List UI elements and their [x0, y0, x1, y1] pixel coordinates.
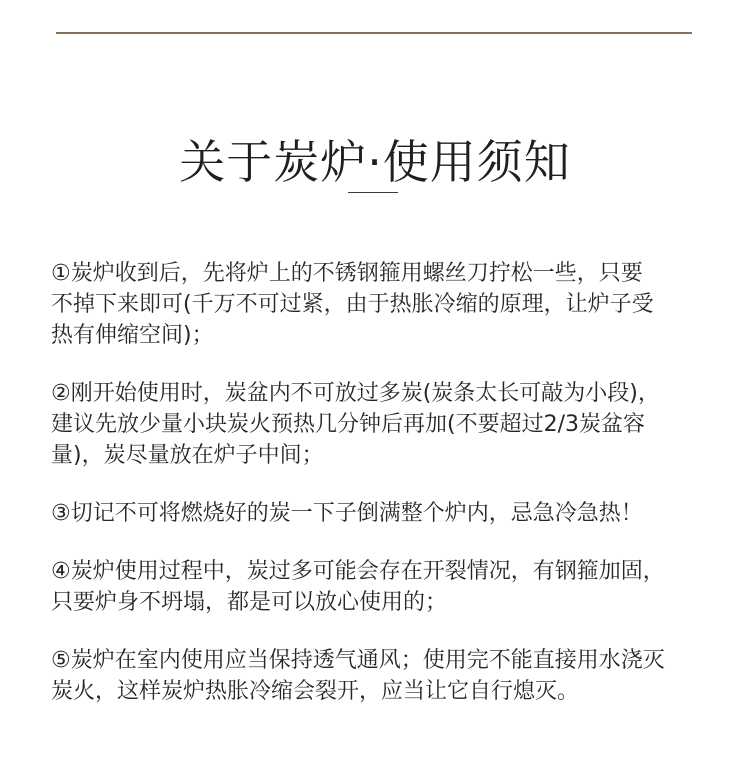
note-line: ④炭炉使用过程中，炭过多可能会存在开裂情况，有钢箍加固， — [51, 559, 665, 584]
note-5 — [51, 645, 731, 707]
note-line: ②刚开始使用时，炭盆内不可放过多炭(炭条太长可敲为小段)， — [51, 381, 660, 406]
note-3 — [51, 498, 731, 529]
note-4 — [51, 556, 731, 618]
usage-notes — [51, 258, 731, 734]
note-line: 炭火，这样炭炉热胀冷缩会裂开，应当让它自行熄灭。 — [51, 679, 580, 704]
top-divider — [56, 32, 692, 34]
title-underline — [348, 192, 398, 193]
note-line: ①炭炉收到后，先将炉上的不锈钢箍用螺丝刀拧松一些，只要 — [51, 261, 643, 286]
note-line: 只要炉身不坍塌，都是可以放心使用的； — [51, 590, 448, 615]
note-1 — [51, 258, 731, 351]
page-title: 关于炭炉·使用须知 — [179, 134, 571, 189]
note-line: ⑤炭炉在室内使用应当保持透气通风；使用完不能直接用水浇灭 — [51, 648, 665, 673]
note-line: 建议先放少量小块炭火预热几分钟后再加(不要超过2/3炭盆容 — [51, 412, 645, 437]
note-line: ③切记不可将燃烧好的炭一下子倒满整个炉内，忌急冷急热！ — [51, 501, 643, 526]
note-line: 量)，炭尽量放在炉子中间； — [51, 443, 324, 468]
note-line: 热有伸缩空间)； — [51, 323, 214, 348]
note-line: 不掉下来即可(千万不可过紧，由于热胀冷缩的原理，让炉子受 — [51, 292, 654, 317]
note-2 — [51, 378, 731, 471]
